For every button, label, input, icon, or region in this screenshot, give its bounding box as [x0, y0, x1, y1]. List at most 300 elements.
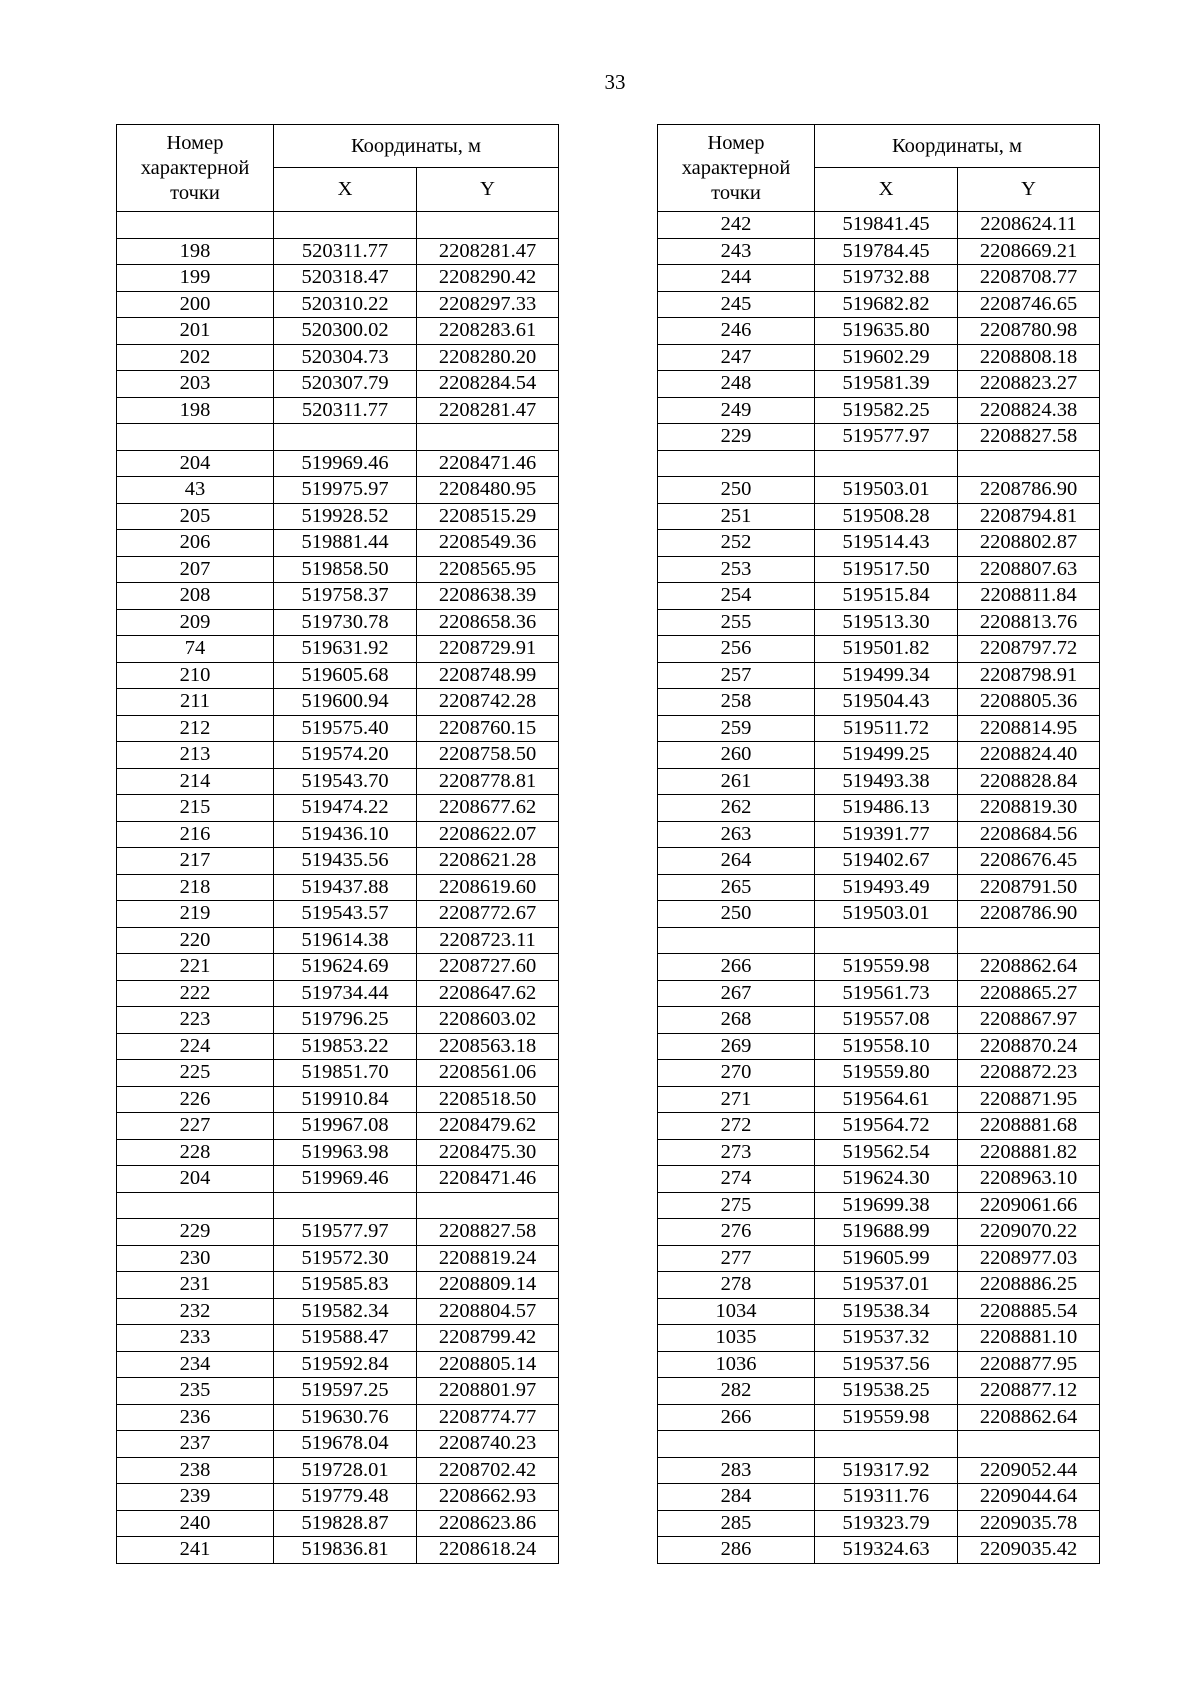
x-coordinate-cell: 519969.46 — [274, 450, 417, 477]
y-coordinate-cell: 2208624.11 — [958, 212, 1100, 239]
x-coordinate-cell — [815, 927, 958, 954]
point-number-cell: 239 — [117, 1484, 274, 1511]
point-number-cell: 256 — [658, 636, 815, 663]
y-coordinate-cell: 2208281.47 — [417, 238, 559, 265]
point-number-cell: 264 — [658, 848, 815, 875]
table-row — [658, 530, 1100, 557]
y-coordinate-cell: 2208881.68 — [958, 1113, 1100, 1140]
point-number-cell: 251 — [658, 503, 815, 530]
y-coordinate-cell: 2209035.78 — [958, 1510, 1100, 1537]
table-row — [117, 1457, 559, 1484]
point-number-cell: 211 — [117, 689, 274, 716]
y-coordinate-cell: 2208603.02 — [417, 1007, 559, 1034]
y-coordinate-cell: 2208475.30 — [417, 1139, 559, 1166]
point-number-cell: 212 — [117, 715, 274, 742]
x-coordinate-cell: 519493.38 — [815, 768, 958, 795]
point-number-cell: 252 — [658, 530, 815, 557]
x-coordinate-cell: 519515.84 — [815, 583, 958, 610]
x-coordinate-cell: 519561.73 — [815, 980, 958, 1007]
x-coordinate-cell: 519624.69 — [274, 954, 417, 981]
y-coordinate-cell: 2208865.27 — [958, 980, 1100, 1007]
point-number-cell — [658, 1431, 815, 1458]
y-coordinate-cell: 2208827.58 — [958, 424, 1100, 451]
x-coordinate-cell: 519851.70 — [274, 1060, 417, 1087]
x-coordinate-cell: 519631.92 — [274, 636, 417, 663]
point-number-cell: 269 — [658, 1033, 815, 1060]
table-row — [117, 874, 559, 901]
table-row — [117, 821, 559, 848]
y-coordinate-cell: 2208977.03 — [958, 1245, 1100, 1272]
point-number-cell: 231 — [117, 1272, 274, 1299]
point-number-cell: 255 — [658, 609, 815, 636]
x-header: X — [274, 168, 417, 212]
point-number-cell: 248 — [658, 371, 815, 398]
point-number-cell: 225 — [117, 1060, 274, 1087]
x-coordinate-cell: 520311.77 — [274, 397, 417, 424]
point-number-cell: 250 — [658, 901, 815, 928]
page-number: 33 — [604, 70, 626, 94]
y-coordinate-cell: 2208662.93 — [417, 1484, 559, 1511]
x-coordinate-cell: 519828.87 — [274, 1510, 417, 1537]
coordinates-header: Координаты, м — [815, 125, 1100, 168]
x-coordinate-cell: 519910.84 — [274, 1086, 417, 1113]
point-number-cell: 274 — [658, 1166, 815, 1193]
table-row — [117, 1298, 559, 1325]
point-number-cell: 214 — [117, 768, 274, 795]
x-coordinate-cell: 519682.82 — [815, 291, 958, 318]
point-number-cell: 217 — [117, 848, 274, 875]
point-number-cell: 219 — [117, 901, 274, 928]
x-coordinate-cell: 519853.22 — [274, 1033, 417, 1060]
table-row — [658, 609, 1100, 636]
x-coordinate-cell: 519537.01 — [815, 1272, 958, 1299]
y-coordinate-cell: 2208801.97 — [417, 1378, 559, 1405]
x-coordinate-cell: 519605.99 — [815, 1245, 958, 1272]
table-row — [117, 1086, 559, 1113]
point-number-cell: 207 — [117, 556, 274, 583]
y-coordinate-cell: 2209044.64 — [958, 1484, 1100, 1511]
table-row — [658, 1457, 1100, 1484]
x-coordinate-cell: 519572.30 — [274, 1245, 417, 1272]
y-coordinate-cell: 2208281.47 — [417, 397, 559, 424]
x-coordinate-cell: 519501.82 — [815, 636, 958, 663]
y-coordinate-cell: 2208676.45 — [958, 848, 1100, 875]
point-number-cell: 208 — [117, 583, 274, 610]
x-coordinate-cell: 519311.76 — [815, 1484, 958, 1511]
x-coordinate-cell: 519324.63 — [815, 1537, 958, 1564]
y-coordinate-cell: 2208684.56 — [958, 821, 1100, 848]
point-number-cell: 235 — [117, 1378, 274, 1405]
x-coordinate-cell: 519323.79 — [815, 1510, 958, 1537]
y-coordinate-cell: 2208647.62 — [417, 980, 559, 1007]
y-coordinate-cell: 2208814.95 — [958, 715, 1100, 742]
table-row — [658, 901, 1100, 928]
table-row — [117, 1325, 559, 1352]
y-coordinate-cell: 2208881.10 — [958, 1325, 1100, 1352]
y-coordinate-cell: 2208804.57 — [417, 1298, 559, 1325]
table-row — [658, 1325, 1100, 1352]
x-coordinate-cell: 520304.73 — [274, 344, 417, 371]
y-coordinate-cell: 2208677.62 — [417, 795, 559, 822]
table-row — [658, 1219, 1100, 1246]
point-number-cell: 270 — [658, 1060, 815, 1087]
table-row — [658, 1192, 1100, 1219]
point-number-header: Номер характерной точки — [117, 125, 274, 212]
point-number-cell — [117, 424, 274, 451]
x-coordinate-cell: 519732.88 — [815, 265, 958, 292]
y-coordinate-cell: 2208802.87 — [958, 530, 1100, 557]
x-coordinate-cell: 519582.25 — [815, 397, 958, 424]
table-row — [658, 1060, 1100, 1087]
y-coordinate-cell: 2208819.30 — [958, 795, 1100, 822]
point-number-cell: 245 — [658, 291, 815, 318]
x-coordinate-cell: 519504.43 — [815, 689, 958, 716]
point-number-cell: 210 — [117, 662, 274, 689]
point-number-cell: 201 — [117, 318, 274, 345]
x-coordinate-cell: 519493.49 — [815, 874, 958, 901]
point-number-cell: 227 — [117, 1113, 274, 1140]
point-number-cell: 203 — [117, 371, 274, 398]
y-coordinate-cell: 2208746.65 — [958, 291, 1100, 318]
table-row — [117, 344, 559, 371]
table-row — [117, 265, 559, 292]
x-coordinate-cell: 519928.52 — [274, 503, 417, 530]
y-coordinate-cell: 2209052.44 — [958, 1457, 1100, 1484]
table-row — [658, 848, 1100, 875]
y-coordinate-cell: 2208748.99 — [417, 662, 559, 689]
y-coordinate-cell: 2208780.98 — [958, 318, 1100, 345]
table-row — [658, 1484, 1100, 1511]
x-coordinate-cell: 520310.22 — [274, 291, 417, 318]
x-coordinate-cell: 519508.28 — [815, 503, 958, 530]
point-number-cell: 202 — [117, 344, 274, 371]
x-coordinate-cell: 519602.29 — [815, 344, 958, 371]
table-row — [117, 1192, 559, 1219]
y-coordinate-cell — [417, 212, 559, 239]
y-coordinate-cell: 2208618.24 — [417, 1537, 559, 1564]
point-number-cell: 74 — [117, 636, 274, 663]
x-coordinate-cell: 519597.25 — [274, 1378, 417, 1405]
table-row — [117, 1510, 559, 1537]
point-number-cell: 221 — [117, 954, 274, 981]
y-coordinate-cell: 2208563.18 — [417, 1033, 559, 1060]
table-row — [117, 477, 559, 504]
point-number-cell: 284 — [658, 1484, 815, 1511]
table-row — [117, 1007, 559, 1034]
y-coordinate-cell: 2208827.58 — [417, 1219, 559, 1246]
x-coordinate-cell: 519391.77 — [815, 821, 958, 848]
table-row — [658, 1537, 1100, 1564]
point-number-cell: 222 — [117, 980, 274, 1007]
y-coordinate-cell: 2208549.36 — [417, 530, 559, 557]
table-row — [117, 503, 559, 530]
point-number-cell: 200 — [117, 291, 274, 318]
point-number-cell: 249 — [658, 397, 815, 424]
point-number-cell: 199 — [117, 265, 274, 292]
y-coordinate-cell: 2208619.60 — [417, 874, 559, 901]
y-coordinate-cell: 2208794.81 — [958, 503, 1100, 530]
x-coordinate-cell: 519577.97 — [815, 424, 958, 451]
x-coordinate-cell: 519614.38 — [274, 927, 417, 954]
y-coordinate-cell: 2208708.77 — [958, 265, 1100, 292]
x-coordinate-cell: 519796.25 — [274, 1007, 417, 1034]
table-row — [658, 1404, 1100, 1431]
x-coordinate-cell: 519474.22 — [274, 795, 417, 822]
point-number-cell: 206 — [117, 530, 274, 557]
y-coordinate-cell — [958, 1431, 1100, 1458]
y-coordinate-cell: 2208623.86 — [417, 1510, 559, 1537]
y-header: Y — [958, 168, 1100, 212]
y-coordinate-cell: 2208886.25 — [958, 1272, 1100, 1299]
point-number-cell: 209 — [117, 609, 274, 636]
point-number-cell: 268 — [658, 1007, 815, 1034]
point-number-cell: 213 — [117, 742, 274, 769]
table-row — [117, 1537, 559, 1564]
table-row — [117, 1484, 559, 1511]
x-coordinate-cell: 519600.94 — [274, 689, 417, 716]
table-row — [658, 1166, 1100, 1193]
point-number-cell: 218 — [117, 874, 274, 901]
y-coordinate-cell: 2208727.60 — [417, 954, 559, 981]
table-row — [117, 424, 559, 451]
point-number-cell: 233 — [117, 1325, 274, 1352]
table-row — [117, 583, 559, 610]
y-coordinate-cell: 2208963.10 — [958, 1166, 1100, 1193]
point-number-cell: 250 — [658, 477, 815, 504]
point-number-cell: 271 — [658, 1086, 815, 1113]
x-coordinate-cell: 519559.80 — [815, 1060, 958, 1087]
x-coordinate-cell: 519557.08 — [815, 1007, 958, 1034]
x-coordinate-cell: 520307.79 — [274, 371, 417, 398]
y-coordinate-cell: 2208669.21 — [958, 238, 1100, 265]
point-number-cell: 243 — [658, 238, 815, 265]
table-row — [658, 1139, 1100, 1166]
x-coordinate-cell: 519635.80 — [815, 318, 958, 345]
table-row — [117, 901, 559, 928]
table-row — [658, 1272, 1100, 1299]
y-coordinate-cell: 2208798.91 — [958, 662, 1100, 689]
x-coordinate-cell: 519730.78 — [274, 609, 417, 636]
table-row — [658, 238, 1100, 265]
y-coordinate-cell — [417, 1192, 559, 1219]
table-row — [658, 821, 1100, 848]
x-coordinate-cell: 519585.83 — [274, 1272, 417, 1299]
x-coordinate-cell: 519562.54 — [815, 1139, 958, 1166]
table-row — [658, 344, 1100, 371]
x-coordinate-cell: 519503.01 — [815, 477, 958, 504]
y-coordinate-cell: 2209035.42 — [958, 1537, 1100, 1564]
table-row — [658, 954, 1100, 981]
y-coordinate-cell — [417, 424, 559, 451]
point-number-cell: 241 — [117, 1537, 274, 1564]
point-number-cell: 285 — [658, 1510, 815, 1537]
table-row — [117, 768, 559, 795]
point-number-cell: 223 — [117, 1007, 274, 1034]
y-coordinate-cell: 2208561.06 — [417, 1060, 559, 1087]
x-coordinate-cell: 519517.50 — [815, 556, 958, 583]
x-coordinate-cell: 519967.08 — [274, 1113, 417, 1140]
table-row — [658, 1510, 1100, 1537]
table-row — [658, 980, 1100, 1007]
point-number-cell: 1034 — [658, 1298, 815, 1325]
table-row — [117, 1378, 559, 1405]
table-row — [658, 291, 1100, 318]
x-coordinate-cell: 520311.77 — [274, 238, 417, 265]
y-coordinate-cell: 2208471.46 — [417, 450, 559, 477]
point-number-cell: 276 — [658, 1219, 815, 1246]
point-number-cell — [658, 927, 815, 954]
point-number-cell: 1036 — [658, 1351, 815, 1378]
x-coordinate-cell: 519564.72 — [815, 1113, 958, 1140]
point-number-cell: 215 — [117, 795, 274, 822]
table-row — [117, 556, 559, 583]
point-number-cell: 278 — [658, 1272, 815, 1299]
table-row — [658, 583, 1100, 610]
table-row — [658, 1113, 1100, 1140]
point-number-cell: 254 — [658, 583, 815, 610]
point-number-cell: 283 — [658, 1457, 815, 1484]
table-row — [658, 1007, 1100, 1034]
x-coordinate-cell: 519543.57 — [274, 901, 417, 928]
x-coordinate-cell: 519588.47 — [274, 1325, 417, 1352]
table-row — [117, 689, 559, 716]
x-coordinate-cell: 519678.04 — [274, 1431, 417, 1458]
table-row — [658, 371, 1100, 398]
point-number-cell — [117, 1192, 274, 1219]
table-row — [117, 1404, 559, 1431]
y-coordinate-cell: 2208515.29 — [417, 503, 559, 530]
x-coordinate-cell: 519543.70 — [274, 768, 417, 795]
table-row — [658, 927, 1100, 954]
point-number-cell: 273 — [658, 1139, 815, 1166]
y-coordinate-cell: 2208774.77 — [417, 1404, 559, 1431]
x-coordinate-cell: 519605.68 — [274, 662, 417, 689]
y-coordinate-cell: 2208772.67 — [417, 901, 559, 928]
point-number-cell: 238 — [117, 1457, 274, 1484]
y-coordinate-cell: 2208740.23 — [417, 1431, 559, 1458]
y-coordinate-cell: 2208280.20 — [417, 344, 559, 371]
table-row — [117, 318, 559, 345]
y-coordinate-cell: 2208867.97 — [958, 1007, 1100, 1034]
x-coordinate-cell: 519564.61 — [815, 1086, 958, 1113]
table-row — [117, 1139, 559, 1166]
table-row — [117, 1431, 559, 1458]
y-coordinate-cell: 2208297.33 — [417, 291, 559, 318]
y-coordinate-cell: 2208758.50 — [417, 742, 559, 769]
x-coordinate-cell: 519881.44 — [274, 530, 417, 557]
point-number-cell — [117, 212, 274, 239]
table-row — [658, 1378, 1100, 1405]
table-row — [117, 530, 559, 557]
table-row — [117, 636, 559, 663]
point-number-cell: 43 — [117, 477, 274, 504]
y-coordinate-cell: 2208518.50 — [417, 1086, 559, 1113]
point-number-cell: 204 — [117, 450, 274, 477]
y-coordinate-cell: 2208799.42 — [417, 1325, 559, 1352]
y-coordinate-cell: 2208824.40 — [958, 742, 1100, 769]
point-number-cell: 267 — [658, 980, 815, 1007]
x-coordinate-cell — [815, 1431, 958, 1458]
x-coordinate-cell: 519758.37 — [274, 583, 417, 610]
y-coordinate-cell: 2208862.64 — [958, 954, 1100, 981]
point-number-cell: 224 — [117, 1033, 274, 1060]
y-coordinate-cell: 2208778.81 — [417, 768, 559, 795]
y-coordinate-cell: 2208823.27 — [958, 371, 1100, 398]
table-row — [658, 768, 1100, 795]
y-coordinate-cell: 2208870.24 — [958, 1033, 1100, 1060]
point-number-cell: 232 — [117, 1298, 274, 1325]
table-body-left — [117, 212, 559, 1564]
point-number-cell: 230 — [117, 1245, 274, 1272]
y-coordinate-cell: 2208760.15 — [417, 715, 559, 742]
y-coordinate-cell: 2208797.72 — [958, 636, 1100, 663]
x-coordinate-cell: 519559.98 — [815, 1404, 958, 1431]
x-coordinate-cell: 519513.30 — [815, 609, 958, 636]
y-coordinate-cell: 2208885.54 — [958, 1298, 1100, 1325]
y-coordinate-cell: 2208742.28 — [417, 689, 559, 716]
x-coordinate-cell: 519592.84 — [274, 1351, 417, 1378]
x-coordinate-cell: 519699.38 — [815, 1192, 958, 1219]
x-coordinate-cell: 519574.20 — [274, 742, 417, 769]
y-coordinate-cell: 2208786.90 — [958, 901, 1100, 928]
y-coordinate-cell: 2208565.95 — [417, 556, 559, 583]
table-row — [658, 450, 1100, 477]
x-coordinate-cell: 519734.44 — [274, 980, 417, 1007]
point-number-cell: 204 — [117, 1166, 274, 1193]
table-row — [117, 291, 559, 318]
x-coordinate-cell: 519836.81 — [274, 1537, 417, 1564]
coordinates-table-right — [657, 124, 1100, 1564]
table-row — [658, 1033, 1100, 1060]
point-number-cell: 236 — [117, 1404, 274, 1431]
table-row — [117, 1113, 559, 1140]
table-row — [658, 742, 1100, 769]
y-coordinate-cell: 2208824.38 — [958, 397, 1100, 424]
coordinates-header: Координаты, м — [274, 125, 559, 168]
table-row — [117, 848, 559, 875]
table-row — [117, 397, 559, 424]
table-row — [658, 1298, 1100, 1325]
point-number-cell: 1035 — [658, 1325, 815, 1352]
y-coordinate-cell: 2208805.36 — [958, 689, 1100, 716]
x-coordinate-cell: 519624.30 — [815, 1166, 958, 1193]
y-coordinate-cell: 2208284.54 — [417, 371, 559, 398]
table-row — [117, 927, 559, 954]
x-coordinate-cell — [274, 424, 417, 451]
point-number-cell: 246 — [658, 318, 815, 345]
x-coordinate-cell: 520300.02 — [274, 318, 417, 345]
table-row — [658, 1431, 1100, 1458]
y-coordinate-cell: 2208808.18 — [958, 344, 1100, 371]
point-number-cell: 198 — [117, 238, 274, 265]
y-coordinate-cell: 2209070.22 — [958, 1219, 1100, 1246]
x-coordinate-cell: 519779.48 — [274, 1484, 417, 1511]
table-row — [658, 397, 1100, 424]
table-row — [658, 212, 1100, 239]
point-number-cell: 234 — [117, 1351, 274, 1378]
y-coordinate-cell: 2208813.76 — [958, 609, 1100, 636]
x-coordinate-cell: 519582.34 — [274, 1298, 417, 1325]
y-coordinate-cell: 2208729.91 — [417, 636, 559, 663]
table-body-right — [658, 212, 1100, 1564]
table-row — [117, 715, 559, 742]
y-coordinate-cell: 2208807.63 — [958, 556, 1100, 583]
table-row — [117, 238, 559, 265]
x-coordinate-cell: 519581.39 — [815, 371, 958, 398]
point-number-cell: 198 — [117, 397, 274, 424]
y-coordinate-cell: 2208471.46 — [417, 1166, 559, 1193]
table-row — [117, 980, 559, 1007]
